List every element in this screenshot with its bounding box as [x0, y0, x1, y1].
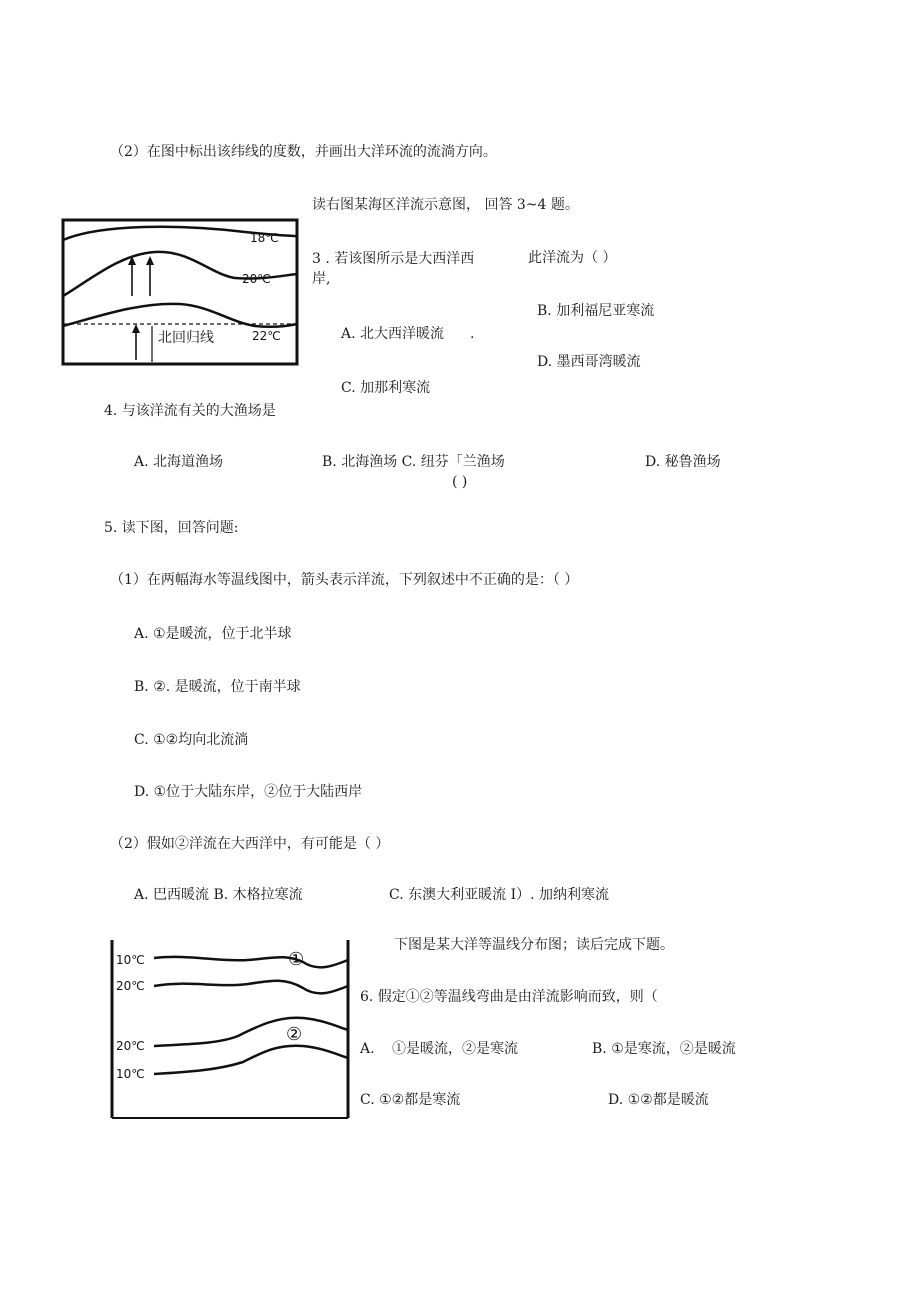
q5-option-c: C. ①②均向北流淌	[134, 732, 249, 748]
arrow-head-3	[132, 324, 140, 333]
tropic-label: 北回归线	[158, 330, 214, 346]
q4-option-d: D. 秘鲁渔场	[645, 454, 721, 470]
q5-option-b: B. ②. 是暖流，位于南半球	[134, 679, 301, 695]
q6-option-c: C. ①②都是寒流	[360, 1092, 461, 1108]
q6-option-d: D. ①②都是暖流	[608, 1092, 709, 1108]
q3-option-c: C. 加那利寒流	[341, 380, 431, 396]
q4-answer-paren: ( )	[452, 474, 468, 490]
q3-option-a: A. 北大西洋暖流	[341, 326, 445, 342]
q4-option-bc: B. 北海渔场 C. 纽芬「兰渔场	[322, 454, 505, 470]
q6-option-b: B. ①是寒流，②是暖流	[592, 1041, 736, 1057]
isotherm-bot	[63, 304, 297, 327]
q3-option-a-dot: .	[470, 326, 475, 342]
q5-stem: 5. 读下图，回答问题:	[104, 520, 239, 536]
isotherm-label-22: 22℃	[252, 329, 281, 343]
isotherm-bot-20	[154, 1018, 348, 1046]
q5-option-a: A. ①是暖流，位于北半球	[134, 626, 292, 642]
q2-top-text: （2）在图中标出该纬线的度数，并画出大洋环流的流淌方向。	[110, 144, 497, 160]
q3-stem-a: 3 . 若该图所示是大西洋西	[312, 251, 475, 267]
isotherm-label-18: 18℃	[250, 231, 279, 245]
isotherm-label-top-10: 10℃	[116, 953, 145, 967]
isotherm-top-10	[154, 957, 348, 967]
isotherm-bot-10	[154, 1046, 348, 1074]
isotherm-label-20: 20℃	[242, 272, 271, 286]
q5-option-d: D. ①位于大陆东岸，②位于大陆西岸	[134, 784, 363, 800]
intro-6: 下图是某大洋等温线分布图；读后完成下题。	[394, 937, 674, 953]
q3-stem-c: 此洋流为（ ）	[528, 250, 617, 266]
q5-sub2-options-cd: C. 东澳大利亚暖流 I）. 加纳利寒流	[389, 887, 609, 903]
q5-sub2: （2）假如②洋流在大西洋中，有可能是（ ）	[110, 836, 390, 852]
q6-stem: 6. 假定①②等温线弯曲是由洋流影响而致，则（	[360, 989, 658, 1005]
current-diagram-1	[60, 218, 300, 366]
isotherm-label-top-20: 20℃	[116, 979, 145, 993]
q6-option-a: ①是暖流，②是寒流	[392, 1041, 518, 1057]
isotherm-diagram-2	[108, 940, 353, 1120]
q4-stem: 4. 与该洋流有关的大渔场是	[104, 403, 276, 419]
q3-stem-b: 岸,	[312, 271, 331, 287]
arrow-head-2	[146, 256, 154, 265]
q3-option-d: D. 墨西哥湾暖流	[537, 354, 641, 370]
q3-option-b: B. 加利福尼亚寒流	[537, 303, 655, 319]
isotherm-label-bot-10: 10℃	[116, 1067, 145, 1081]
intro-3-4: 读右图某海区洋流示意图， 回答 3~4 题。	[312, 197, 579, 213]
q6-option-a-label: A.	[360, 1041, 375, 1057]
q4-option-a: A. 北海道渔场	[134, 454, 224, 470]
q5-sub2-options-ab: A. 巴西暖流 B. 木格拉寒流	[134, 887, 303, 903]
isotherm-label-bot-20: 20℃	[116, 1039, 145, 1053]
isotherm-top-20	[154, 981, 348, 994]
q5-sub1: （1）在两幅海水等温线图中，箭头表示洋流，下列叙述中不正确的是：（ ）	[110, 572, 579, 588]
current-marker-2: ②	[286, 1024, 303, 1045]
current-marker-1: ①	[288, 949, 305, 970]
